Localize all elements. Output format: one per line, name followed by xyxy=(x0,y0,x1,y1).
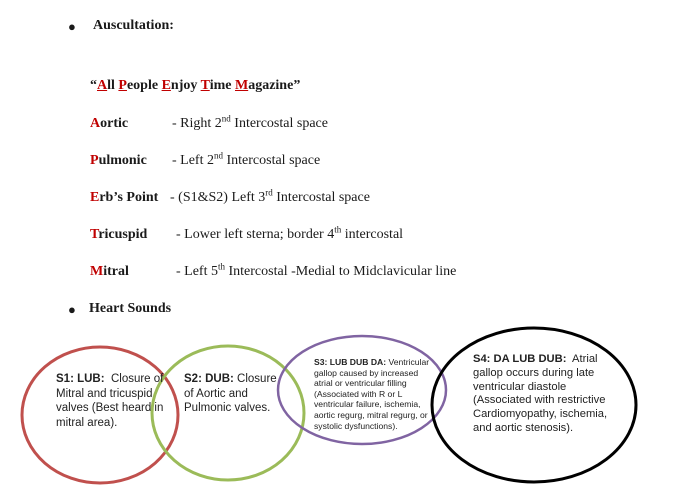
row-term-rest: itral xyxy=(103,264,129,279)
row-desc-sup: nd xyxy=(213,150,223,161)
row-term-rest: ricuspid xyxy=(98,227,148,242)
row-desc-pre: - Left 5 xyxy=(176,264,218,279)
s3-text xyxy=(314,357,432,431)
row-term-letter: E xyxy=(90,190,100,205)
mnemonic-word-rest: eople xyxy=(126,78,159,93)
mnemonic-letter: M xyxy=(234,78,249,93)
s3-label: S3: LUB DUB DA: xyxy=(314,357,387,367)
mnemonic-close-quote: ” xyxy=(293,78,301,93)
row-term-rest: ulmonic xyxy=(98,153,147,168)
s1-label: S1: LUB: xyxy=(56,373,105,385)
row-desc-sup: nd xyxy=(221,113,231,124)
heart-sounds-bullet: ● xyxy=(68,302,76,317)
row-desc-sup: rd xyxy=(265,187,273,198)
s1-text xyxy=(56,372,166,430)
mnemonic-letter: A xyxy=(97,78,108,93)
row-desc-post: Intercostal space xyxy=(222,153,321,168)
row-term-letter: M xyxy=(90,264,104,279)
row-term-letter: A xyxy=(90,116,101,131)
row-desc-post: intercostal xyxy=(341,227,404,242)
row-desc-pre: - Lower left sterna; border 4 xyxy=(176,227,335,242)
row-desc-post: Intercostal -Medial to Midclavicular line xyxy=(225,264,457,279)
mnemonic-word-rest: agazine xyxy=(248,78,294,93)
row-desc-post: Intercostal space xyxy=(272,190,370,205)
auscultation-bullet: ● xyxy=(68,19,76,34)
row-desc-post: Intercostal space xyxy=(230,116,328,131)
mnemonic-letter: E xyxy=(161,78,171,93)
auscultation-heading: Auscultation: xyxy=(93,18,174,33)
s4-text xyxy=(473,353,613,436)
s2-text xyxy=(184,372,280,416)
s3-desc: Ventricular gallop caused by increased atrial or ventricular filling (Associated with R or L ventricular failure, ischemia, aortic regurg, mitral regurg, or systolic dysfunctions). xyxy=(314,357,430,431)
row-desc-pre: - (S1&S2) Left 3 xyxy=(170,190,266,205)
row-term-rest: rb’s Point xyxy=(99,190,159,205)
row-desc-pre: - Right 2 xyxy=(172,116,222,131)
mnemonic-open-quote: “ xyxy=(90,78,97,93)
mnemonic-letter: T xyxy=(200,78,210,93)
s1-desc: Closure of Mitral and tricuspid valves (Best heard in mitral area). xyxy=(56,373,164,429)
row-desc-sup: th xyxy=(334,224,342,235)
mnemonic-letter: P xyxy=(118,78,127,93)
s4-label: S4: DA LUB DUB: xyxy=(473,353,567,365)
row-desc-pre: - Left 2 xyxy=(172,153,214,168)
row-term-letter: P xyxy=(90,153,99,168)
mnemonic-word-rest: njoy xyxy=(170,78,198,93)
row-term-letter: T xyxy=(90,227,99,242)
mnemonic-word-rest: ll xyxy=(107,78,115,93)
s2-label: S2: DUB: xyxy=(184,373,234,385)
s2-desc: Closure of Aortic and Pulmonic valves. xyxy=(184,373,277,414)
row-term-rest: ortic xyxy=(100,116,129,131)
s4-desc: Atrial gallop occurs during late ventricular diastole (Associated with restrictive Cardiomyopathy, ischemia, and aortic stenosis). xyxy=(473,353,608,434)
row-desc-sup: th xyxy=(217,261,225,272)
heart-sounds-heading: Heart Sounds xyxy=(89,301,172,316)
mnemonic-word-rest: ime xyxy=(209,78,232,93)
